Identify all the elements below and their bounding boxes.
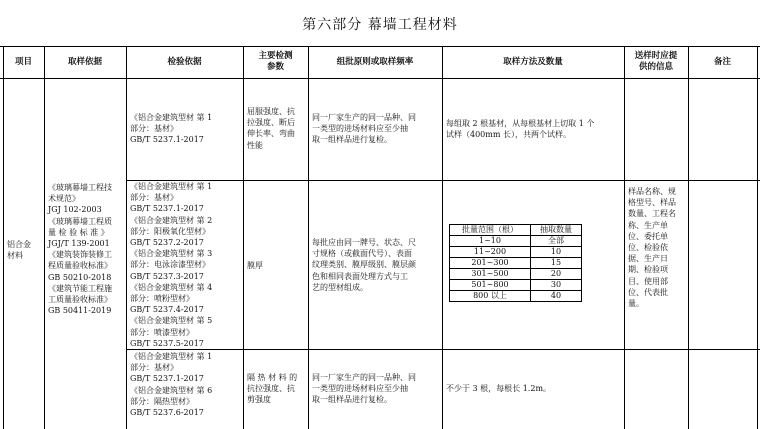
col-border-8 (757, 46, 758, 429)
item-name: 铝合金 材料 (7, 240, 31, 261)
row3-test-basis: 《铝合金建筑型材 第 1 部分：基材》 GB/T 5237.1-2017 《铝合金建筑型材 第 6 部分：隔热型材》 GB/T 5237.6-2017 (130, 352, 213, 418)
page-title: 第六部分 幕墙工程材料 (302, 17, 458, 33)
row2-batch-rule: 每批应由同一牌号、状态、尺 寸规格（或截面代号）、表面 纹理类别、膜厚级别、膜层颜 色和相同表面处理方式与工 艺的型材组成。 (312, 238, 416, 292)
header-sampling-method: 取样方法及数量 (503, 56, 563, 67)
col-border-7 (688, 46, 689, 429)
qty-table (449, 224, 582, 302)
qty-range: 1~10 (450, 236, 531, 247)
header-bottom-border (0, 78, 760, 79)
info-top-border (624, 180, 760, 181)
qty-header-count: 抽取数量 (531, 225, 582, 236)
materials-table (0, 46, 760, 429)
row1-batch-rule: 同一厂家生产的同一品种、同 一类型的进场材料应至少抽 取一组样品进行复检。 (312, 113, 416, 145)
col-border-6 (624, 46, 625, 429)
info-text: 样品名称、规 格型号、样品 数量、工程名 称、生产单 位、委托单 位、检验依 据、生产日 期、检验项 目、使用部 位、代表批 量。 (628, 187, 676, 309)
qty-range: 11~200 (450, 247, 531, 258)
col-border-3 (243, 46, 244, 429)
info-bottom-border (624, 349, 760, 350)
qty-count: 30 (531, 280, 582, 291)
row2-bottom-border (126, 349, 624, 350)
header-main-params: 主要检测 参数 (258, 51, 293, 72)
qty-range: 301~500 (450, 269, 531, 280)
qty-header-range: 批量范围（根） (450, 225, 531, 236)
qty-count: 10 (531, 247, 582, 258)
qty-count: 全部 (531, 236, 582, 247)
header-remarks: 备注 (713, 56, 731, 67)
col-border-4 (308, 46, 309, 429)
qty-range: 201~300 (450, 258, 531, 269)
qty-table-header (450, 225, 582, 236)
row3-batch-rule: 同一厂家生产的同一品种、同 一类型的进场材料应至少抽 取一组样品进行复检。 (312, 373, 416, 405)
row1-test-basis: 《铝合金建筑型材 第 1 部分：基材》 GB/T 5237.1-2017 (130, 113, 213, 145)
table-row (450, 291, 582, 302)
qty-count: 20 (531, 269, 582, 280)
table-row (450, 236, 582, 247)
col-border-5 (442, 46, 443, 429)
header-info: 送样时应提 供的信息 (634, 51, 678, 72)
header-batch-rule: 组批原则或取样频率 (336, 56, 414, 67)
table-row (450, 269, 582, 280)
row1-params: 屈服强度、抗 拉强度、断后 伸长率、弯曲 性能 (247, 107, 295, 150)
sampling-basis: 《玻璃幕墙工程技 术规范》 JGJ 102-2003 《玻璃幕墙工程质 量 检 验 标 准 》 JGJ/T 139-2001 《建筑装饰装修工 程质量验收标准》 GB 50210-2018 《建筑节能工程施 工质量验收标准》 GB 50411-2019 (48, 183, 112, 316)
row3-params: 隔 热 材 料 的 抗拉强度、抗 剪强度 (247, 373, 298, 405)
qty-count: 15 (531, 258, 582, 269)
row1-sampling-method: 每组取 2 根基材，从每根基材上切取 1 个 试样（400mm 长），共两个试样。 (446, 119, 595, 140)
header-test-basis: 检验依据 (167, 56, 202, 67)
qty-range: 800 以上 (450, 291, 531, 302)
col-border-0 (3, 46, 4, 429)
row2-params: 膜厚 (247, 261, 263, 270)
row3-sampling-method: 不少于 3 根，每根长 1.2m。 (446, 384, 552, 393)
qty-range: 501~800 (450, 280, 531, 291)
header-sampling-basis: 取样依据 (67, 56, 102, 67)
header-item: 项目 (14, 56, 32, 67)
col-border-1 (44, 46, 45, 429)
table-row (450, 247, 582, 258)
col-border-2 (126, 46, 127, 429)
qty-count: 40 (531, 291, 582, 302)
table-row (450, 258, 582, 269)
table-row (450, 280, 582, 291)
row2-test-basis: 《铝合金建筑型材 第 1 部分：基材》 GB/T 5237.1-2017 《铝合金建筑型材 第 2 部分：阳极氧化型材》 GB/T 5237.2-2017 《铝合金建筑型材 第 3 部分：电泳涂漆型材》 GB/T 5237.3-2017 《铝合金建筑型材 第 4 部分：喷粉型材》 GB/T 5237.4-2017 《铝合金建筑型材 第 5 部分：喷漆型材》 GB/T 5237.5-2017 (130, 182, 213, 348)
